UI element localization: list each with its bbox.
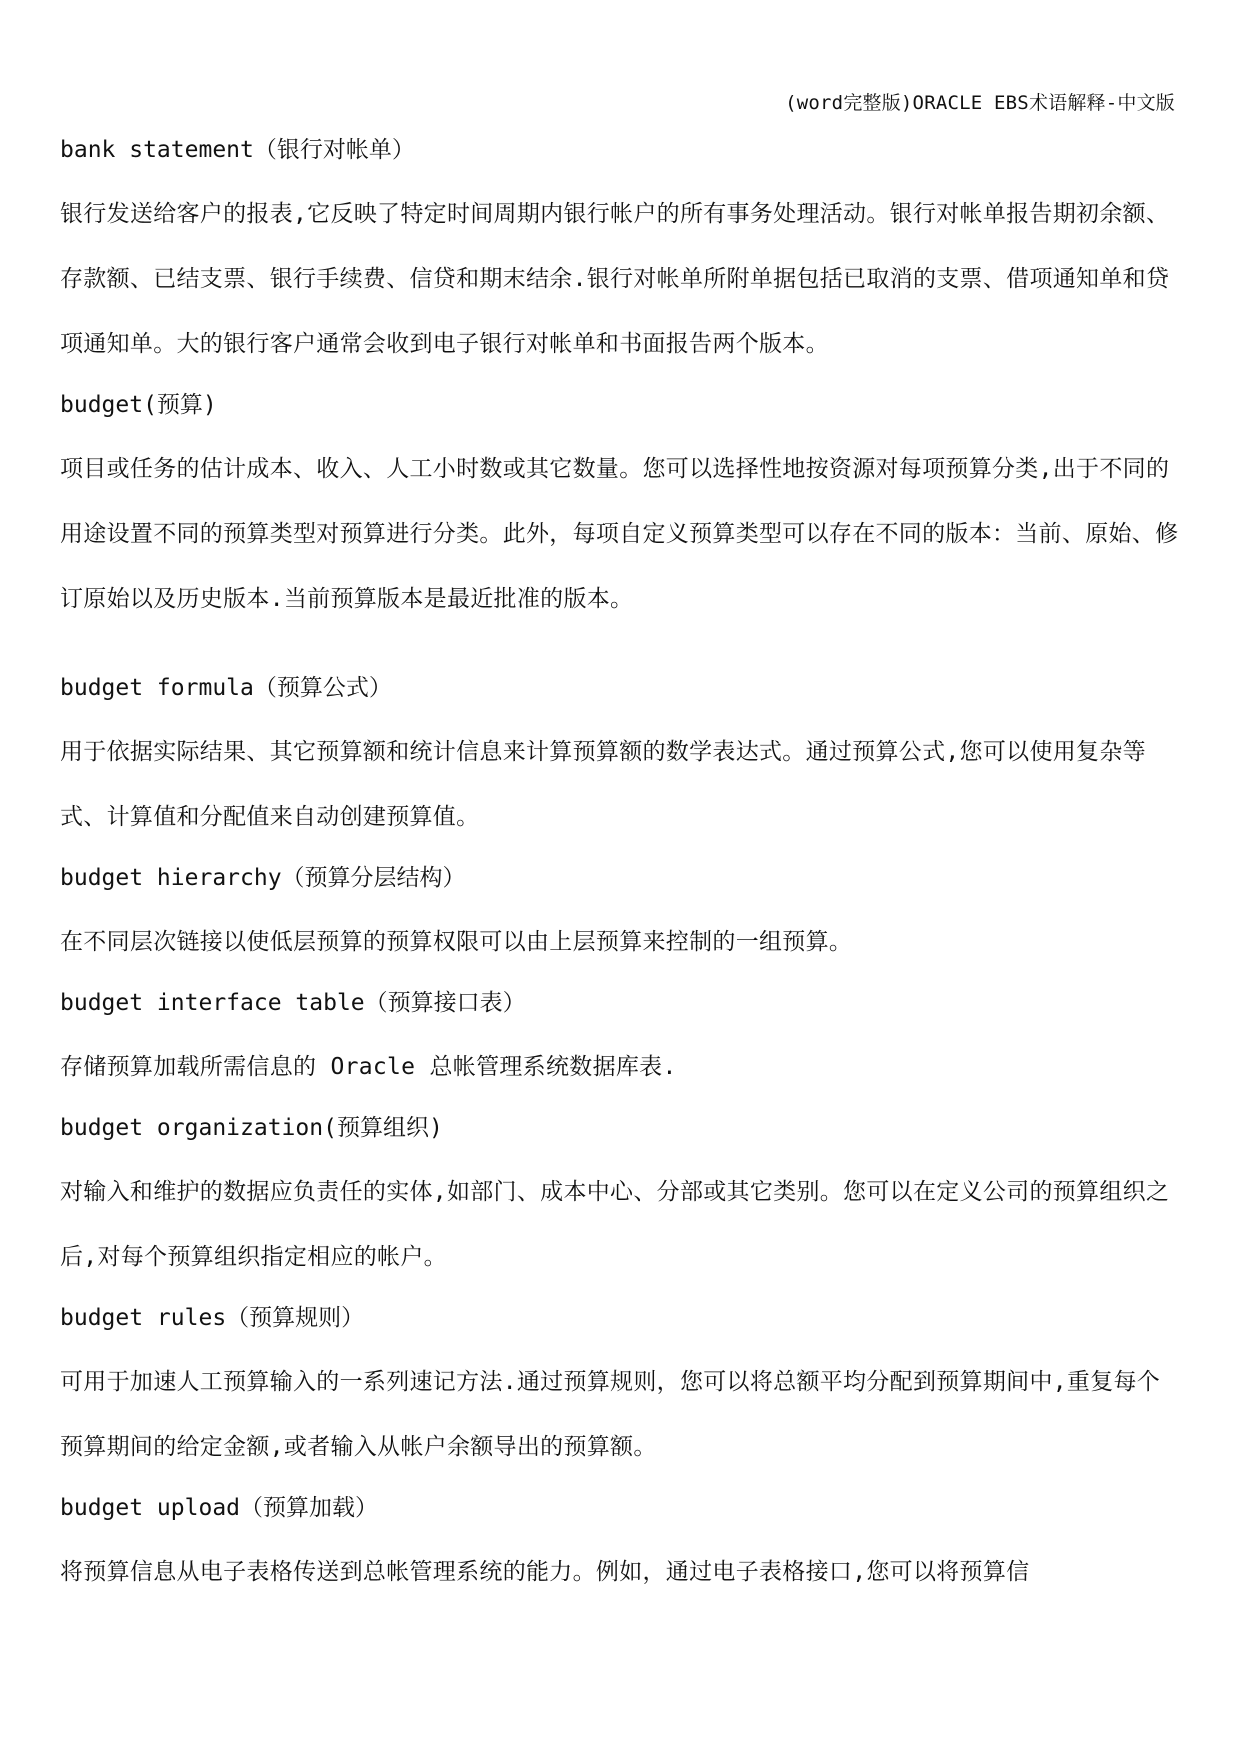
glossary-entry	[60, 981, 1182, 1100]
term-title: budget rules（预算规则）	[60, 1305, 365, 1331]
glossary-entry	[60, 1486, 1182, 1605]
glossary-entry	[60, 1106, 1182, 1290]
term-title: budget interface table（预算接口表）	[60, 990, 526, 1016]
term-description: 可用于加速人工预算输入的一系列速记方法.通过预算规则，您可以将总额平均分配到预算期间中,重复每个预算期间的给定金额,或者输入从帐户余额导出的预算额。	[60, 1369, 1161, 1460]
term-title: budget(预算)	[60, 392, 217, 418]
term-description: 用于依据实际结果、其它预算额和统计信息来计算预算额的数学表达式。通过预算公式,您可以使用复杂等式、计算值和分配值来自动创建预算值。	[60, 739, 1146, 830]
term-description: 存储预算加载所需信息的 Oracle 总帐管理系统数据库表.	[60, 1054, 677, 1080]
term-description: 银行发送给客户的报表,它反映了特定时间周期内银行帐户的所有事务处理活动。银行对帐单报告期初余额、存款额、已结支票、银行手续费、信贷和期末结余.银行对帐单所附单据包括已取消的支票、借项通知单和贷项通知单。大的银行客户通常会收到电子银行对帐单和书面报告两个版本。	[60, 201, 1170, 357]
term-title: budget formula（预算公式）	[60, 675, 392, 701]
glossary-entry	[60, 1296, 1182, 1480]
term-title: budget hierarchy（预算分层结构）	[60, 865, 466, 891]
term-title: bank statement（银行对帐单）	[60, 137, 415, 163]
page-header: (word完整版)ORACLE EBS术语解释-中文版	[785, 92, 1175, 114]
glossary-entry	[60, 666, 1182, 850]
term-description: 在不同层次链接以使低层预算的预算权限可以由上层预算来控制的一组预算。	[60, 929, 853, 955]
term-title: budget organization(预算组织)	[60, 1115, 443, 1141]
term-description: 项目或任务的估计成本、收入、人工小时数或其它数量。您可以选择性地按资源对每项预算分类,出于不同的用途设置不同的预算类型对预算进行分类。此外，每项自定义预算类型可以存在不同的版本：当前、原始、修订原始以及历史版本.当前预算版本是最近批准的版本。	[60, 456, 1179, 612]
term-description: 对输入和维护的数据应负责任的实体,如部门、成本中心、分部或其它类别。您可以在定义公司的预算组织之后,对每个预算组织指定相应的帐户。	[60, 1179, 1170, 1270]
term-description: 将预算信息从电子表格传送到总帐管理系统的能力。例如，通过电子表格接口,您可以将预算信	[60, 1559, 1030, 1585]
glossary-entry	[60, 856, 1182, 975]
document-body	[60, 128, 1182, 1611]
glossary-entry	[60, 128, 1182, 377]
term-title: budget upload（预算加载）	[60, 1495, 379, 1521]
glossary-entry	[60, 383, 1182, 632]
